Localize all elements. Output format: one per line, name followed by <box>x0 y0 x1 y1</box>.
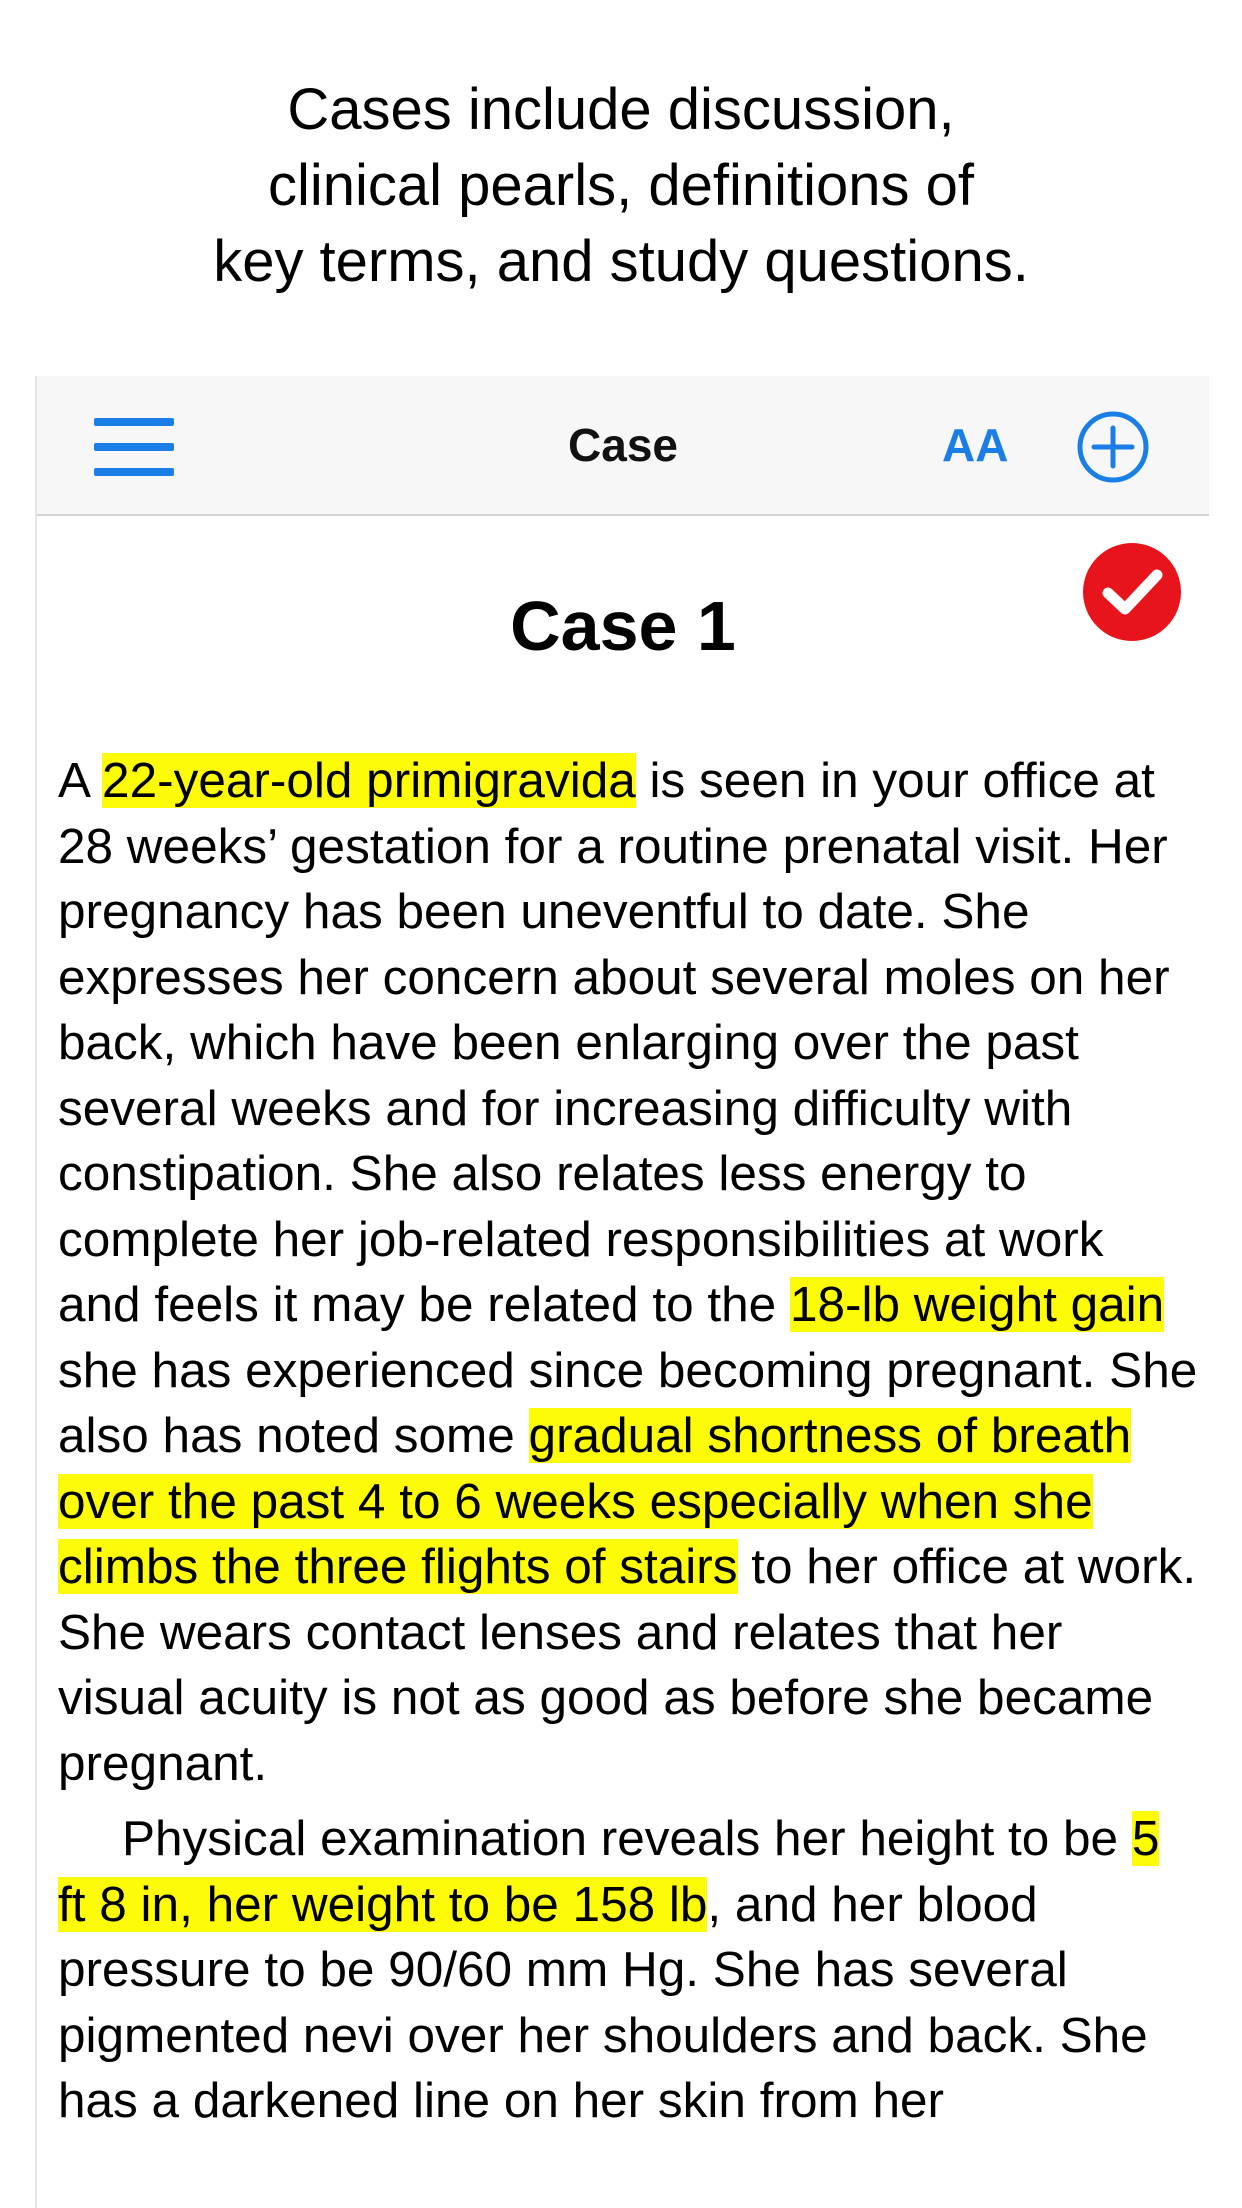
highlighted-text[interactable]: 22-year-old primigravida <box>102 753 636 808</box>
hamburger-menu-icon[interactable] <box>94 418 174 476</box>
case-title: Case 1 <box>510 587 736 665</box>
case-body <box>58 748 1198 2144</box>
case-text-segment: is seen in your office at 28 weeks’ gestation for a routine prenatal visit. Her pregnancy has been uneventful to date. She expresses her concern about several moles on her back, which have been enlarging over the past several weeks and for increasing difficulty with constipation. She also relates less energy to complete her job-related responsibilities at work and feels it may be related to the <box>58 753 1170 1332</box>
case-paragraph <box>58 1806 1198 2134</box>
navigation-bar <box>37 376 1209 516</box>
case-text-segment: , and her blood pressure to be 90/60 mm Hg. She has several pigmented nevi over her shoulders and back. She has a darkened line on her skin from her <box>58 1876 1148 2128</box>
highlighted-text[interactable]: 5 ft 8 in, her weight to be 158 lb <box>58 1811 1160 1932</box>
highlighted-text[interactable]: gradual shortness of breath over the past 4 to 6 weeks especially when she climbs the three flights of stairs <box>58 1408 1132 1594</box>
page-title: Case <box>568 419 678 471</box>
text-size-button[interactable]: AA <box>942 419 1009 471</box>
promo-line: Cases include discussion, <box>287 77 955 142</box>
plus-circle-icon[interactable] <box>1076 410 1150 484</box>
case-paragraph <box>58 748 1198 1796</box>
app-window <box>35 376 1209 2208</box>
promo-caption <box>0 72 1242 300</box>
promo-line: key terms, and study questions. <box>213 229 1029 294</box>
promo-line: clinical pearls, definitions of <box>267 153 975 218</box>
case-text-segment: she has experienced since becoming pregnant. She also has noted some <box>58 1342 1198 1463</box>
case-text-segment: A <box>58 753 103 808</box>
highlighted-text[interactable]: 18-lb weight gain <box>789 1277 1165 1332</box>
case-text-segment: Physical examination reveals her height to be <box>122 1811 1132 1866</box>
case-text-segment: to her office at work. She wears contact lenses and relates that her visual acuity is not as good as before she became pregnant. <box>58 1539 1197 1791</box>
